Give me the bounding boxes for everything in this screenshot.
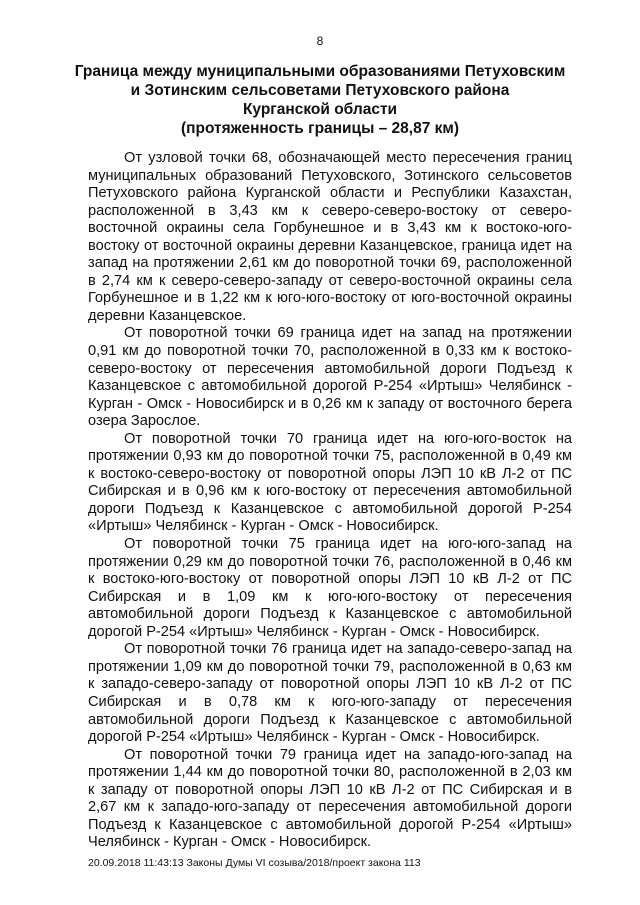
paragraph-point-70: От поворотной точки 70 граница идет на юго-юго-восток на протяжении 0,93 км до поворотной точки 75, расположенной в 0,49 км к востоко-северо-востоку от поворотной опоры ЛЭП 10 кВ Л-2 от ПС Сибирская и в 0,96 км к юго-востоку от пересечения автомобильной дороги Подъезд к Казанцевское с автомобильной дорогой Р-254 «Иртыш» Челябинск - Курган - Омск - Новосибирск. xyxy=(88,430,572,535)
paragraph-point-69: От поворотной точки 69 граница идет на запад на протяжении 0,91 км до поворотной точки 70, расположенной в 0,33 км к востоко-северо-востоку от пересечения автомобильной дороги Подъезд к Казанцевское с автомобильной дорогой Р-254 «Иртыш» Челябинск - Курган - Омск - Новосибирск и в 0,26 км к западу от восточного берега озера Зарослое. xyxy=(88,325,572,430)
title-line-3: Курганской области xyxy=(242,101,398,118)
paragraph-point-75: От поворотной точки 75 граница идет на юго-юго-запад на протяжении 0,29 км до поворотной точки 76, расположенной в 0,46 км к востоко-юго-востоку от поворотной опоры ЛЭП 10 кВ Л-2 от ПС Сибирская и в 1,09 км к юго-юго-востоку от пересечения автомобильной дороги Подъезд к Казанцевское с автомобильной дорогой Р-254 «Иртыш» Челябинск - Курган - Омск - Новосибирск. xyxy=(88,536,572,640)
document-title xyxy=(60,62,580,138)
paragraph-point-76: От поворотной точки 76 граница идет на западо-северо-запад на протяжении 1,09 км до поворотной точки 79, расположенной в 0,63 км к западо-северо-западу от поворотной опоры ЛЭП 10 кВ Л-2 от ПС Сибирская и в 0,78 км к юго-юго-западу от пересечения автомобильной дороги Подъезд к Казанцевское с автомобильной дорогой Р-254 «Иртыш» Челябинск - Курган - Омск - Новосибирск. xyxy=(88,641,572,746)
page-number: 8 xyxy=(316,34,324,48)
paragraph-point-79: От поворотной точки 79 граница идет на западо-юго-запад на протяжении 1,44 км до поворотной точки 80, расположенной в 2,03 км к западу от поворотной опоры ЛЭП 10 кВ Л-2 от ПС Сибирская и в 2,67 км к западо-юго-западу от пересечения автомобильной дороги Подъезд к Казанцевское с автомобильной дорогой Р-254 «Иртыш» Челябинск - Курган - Омск - Новосибирск. xyxy=(88,746,572,851)
title-line-1: Граница между муниципальными образованиями Петуховским xyxy=(74,63,566,80)
document-body xyxy=(88,150,572,852)
paragraph-point-68: От узловой точки 68, обозначающей место пересечения границ муниципальных образований Петуховского, Зотинского сельсоветов Петуховского района Курганской области и Республики Казахстан, расположенной в 3,43 км к северо-северо-востоку от северо-восточной окраины села Горбунешное и в 3,43 км к востоко-юго-востоку от восточной окраины деревни Казанцевское, граница идет на запад на протяжении 2,61 км до поворотной точки 69, расположенной в 2,74 км к северо-северо-западу от северо-восточной окраины села Горбунешное и в 1,22 км к юго-юго-востоку от юго-восточной окраины деревни Казанцевское. xyxy=(88,150,572,324)
document-footer: 20.09.2018 11:43:13 Законы Думы VI созыва/2018/проект закона 113 xyxy=(88,857,421,869)
title-line-2: и Зотинским сельсоветами Петуховского района xyxy=(130,82,510,99)
title-line-4-border-length: (протяженность границы – 28,87 км) xyxy=(180,120,460,137)
